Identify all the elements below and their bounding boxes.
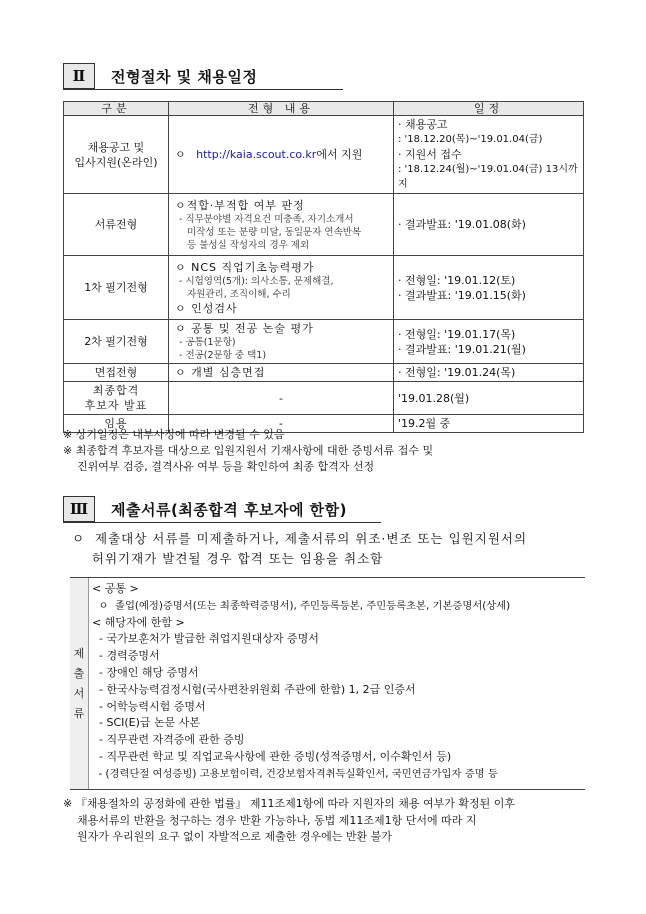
row-dates — [394, 116, 584, 194]
category-line: 후보자 발표 — [84, 399, 148, 412]
row-content — [169, 320, 394, 364]
content-main: ㅇ적합·부적합 여부 판정 — [175, 198, 305, 212]
list-item: - 직무관련 학교 및 직업교육사항에 관한 증빙(성적증명서, 이수확인서 등) — [92, 749, 452, 763]
row-content — [169, 116, 394, 194]
doc-group-title: < 해당자에 한함 > — [92, 615, 185, 629]
section-3-number: Ⅲ — [63, 496, 95, 522]
list-item: - 국가보훈처가 발급한 취업지원대상자 증명서 — [92, 632, 319, 646]
category-line: 입사지원(온라인) — [74, 155, 158, 169]
documents-list — [92, 581, 584, 783]
row-content — [169, 194, 394, 256]
table-row — [64, 116, 584, 194]
content-sub: 자원관리, 조직이해, 수리 — [187, 288, 291, 300]
row-dates — [394, 256, 584, 320]
intro-line: 허위기재가 발견될 경우 합격 또는 임용을 취소함 — [72, 551, 384, 566]
documents-label — [70, 578, 89, 789]
section-3-title: 제출서류(최종합격 후보자에 한함) — [111, 500, 348, 519]
category-line: 최종합격 — [92, 384, 140, 397]
row-content: - — [169, 415, 394, 433]
content-text: 에서 지원 — [316, 148, 363, 161]
list-item: - SCI(E)급 논문 사본 — [92, 716, 201, 730]
row-category — [64, 116, 169, 194]
content-sub: 등 불성실 작성자의 경우 제외 — [187, 239, 310, 251]
documents-box — [70, 577, 585, 790]
header-content: 전형 내용 — [169, 102, 394, 116]
list-item: - 직무관련 자격증에 관한 증빙 — [92, 733, 245, 747]
list-item: - 어학능력시험 증명서 — [92, 699, 206, 713]
section-2-title: 전형절차 및 채용일정 — [111, 67, 258, 86]
content-main: ㅇ 공통 및 전공 논술 평가 — [175, 322, 314, 335]
header-category: 구분 — [64, 102, 169, 116]
label-char: 서 — [73, 686, 85, 700]
row-content: ㅇ 개별 심층면접 — [169, 364, 394, 382]
footnote-line: 원자가 우리원의 요구 없이 자발적으로 제출한 경우에는 반환 불가 — [63, 830, 392, 843]
date-line: · 전형일: '19.01.12(토) — [398, 273, 516, 287]
table-row — [64, 382, 584, 415]
note-line: 진위여부 검증, 결격사유 여부 등을 확인하여 최종 합격자 선정 — [63, 460, 375, 473]
row-dates — [394, 320, 584, 364]
row-dates: '19.01.28(월) — [394, 382, 584, 415]
row-category: 2차 필기전형 — [64, 320, 169, 364]
row-dates: · 전형일: '19.01.24(목) — [394, 364, 584, 382]
schedule-table — [63, 101, 584, 433]
intro-line: ㅇ 제출대상 서류를 미제출하거나, 제출서류의 위조·변조 또는 입원지원서의 — [72, 531, 528, 546]
label-char: 제 — [73, 646, 85, 660]
intro-paragraph — [72, 529, 592, 569]
content-sub: 미작성 또는 분량 미달, 동일문자 연속반복 — [187, 226, 362, 238]
row-content — [169, 256, 394, 320]
date-line: · 채용공고 — [398, 118, 448, 131]
content-main: ㅇ NCS 직업기초능력평가 — [175, 260, 315, 274]
date-line: · 결과발표: '19.01.21(월) — [398, 342, 526, 356]
row-dates: · 결과발표: '19.01.08(화) — [394, 194, 584, 256]
row-category: 면접전형 — [64, 364, 169, 382]
section-2-header — [63, 63, 257, 89]
date-line: · 전형일: '19.01.17(목) — [398, 327, 516, 341]
row-category: 1차 필기전형 — [64, 256, 169, 320]
content-sub: - 직무분야별 자격요건 미충족, 자기소개서 — [179, 213, 354, 225]
table-row — [64, 364, 584, 382]
note-line: ※ 상기일정은 내부사정에 따라 변경될 수 있음 — [63, 428, 285, 441]
row-dates: '19.2월 중 — [394, 415, 584, 433]
section-2-underline — [63, 89, 343, 90]
row-content: - — [169, 382, 394, 415]
date-line: : '18.12.24(월)~'19.01.04(금) 13시까지 — [398, 164, 578, 190]
apply-link[interactable]: http://kaia.scout.co.kr — [196, 148, 317, 161]
date-line: · 결과발표: '19.01.15(화) — [398, 288, 526, 302]
content-sub: - 공통(1문항) — [179, 337, 236, 348]
list-item: - 장애인 해당 증명서 — [92, 665, 199, 679]
schedule-notes — [63, 427, 593, 475]
list-item: ㅇ 졸업(예정)증명서(또는 최종학력증명서), 주민등록등본, 주민등록초본, 기본증명서(상세) — [92, 599, 511, 612]
list-item: - 한국사능력검정시험(국사편찬위원회 주관에 한함) 1, 2급 인증서 — [92, 682, 416, 696]
table-row — [64, 256, 584, 320]
section-3-underline — [63, 522, 381, 523]
header-schedule: 일정 — [394, 102, 584, 116]
section-3-header — [63, 496, 347, 522]
section-2-number: Ⅱ — [63, 63, 95, 89]
table-row — [64, 320, 584, 364]
return-footnote — [63, 796, 588, 846]
table-row — [64, 194, 584, 256]
date-line: : '18.12.20(목)~'19.01.04(금) — [398, 134, 543, 145]
doc-group-title: < 공통 > — [92, 582, 139, 595]
label-char: 류 — [73, 706, 85, 720]
row-category — [64, 382, 169, 415]
category-line: 채용공고 및 — [87, 140, 145, 154]
bullet: ㅇ — [175, 148, 186, 161]
date-line: · 지원서 접수 — [398, 148, 462, 161]
list-item: - 경력증명서 — [92, 649, 160, 663]
content-main: ㅇ 인성검사 — [175, 301, 238, 315]
footnote-line: 채용서류의 반환을 청구하는 경우 반환 가능하나, 동법 제11조제1항 단서에 따라 지 — [63, 813, 477, 827]
list-item: - (경력단절 여성증빙) 고용보험이력, 건강보험자격취득실확인서, 국민연금가입자 증명 등 — [92, 767, 498, 780]
content-sub: - 시험영역(5개): 의사소통, 문제해결, — [179, 275, 334, 287]
footnote-line: ※ 『채용절차의 공정화에 관한 법률』 제11조제1항에 따라 지원자의 채용 여부가 확정된 이후 — [63, 797, 515, 810]
content-sub: - 전공(2문항 중 택1) — [179, 350, 267, 361]
table-header-row — [64, 102, 584, 116]
row-category: 서류전형 — [64, 194, 169, 256]
note-line: ※ 최종합격 후보자를 대상으로 입원지원서 기재사항에 대한 증빙서류 접수 및 — [63, 444, 434, 457]
row-category: 임용 — [64, 415, 169, 433]
label-char: 출 — [73, 666, 85, 680]
